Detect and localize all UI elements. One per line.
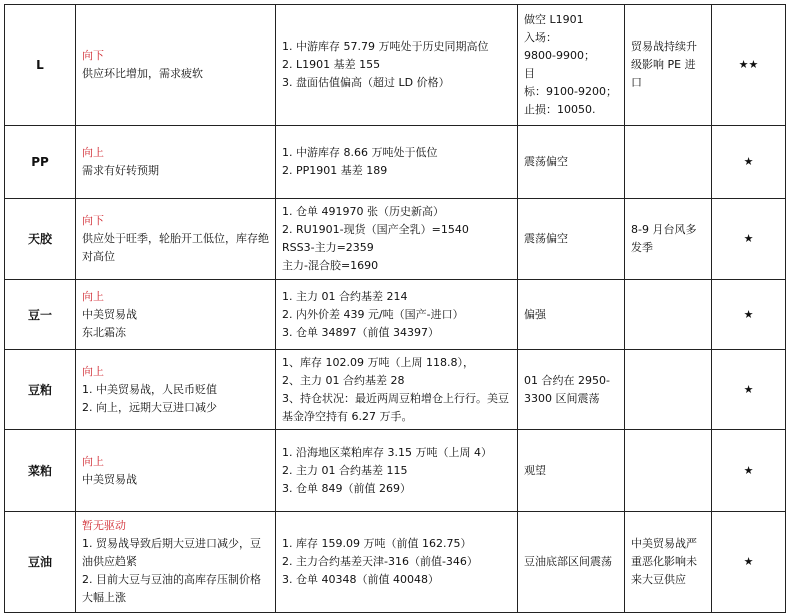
- details-cell: [276, 350, 518, 430]
- cell-line: 入场：: [524, 31, 557, 44]
- details-cell: [276, 199, 518, 280]
- cell-line: 供应处于旺季，轮胎开工低位，库存绝对高位: [82, 232, 269, 263]
- strategy-cell: [518, 5, 625, 126]
- cell-line: 止损：10050.: [524, 103, 596, 116]
- strategy-cell: [518, 350, 625, 430]
- direction-label: 向上: [82, 146, 104, 159]
- cell-line: 供应环比增加，需求疲软: [82, 67, 203, 80]
- strategy-cell: [518, 512, 625, 613]
- direction-cell: [76, 280, 276, 350]
- cell-line: 1. 中游库存 8.66 万吨处于低位: [282, 146, 438, 159]
- cell-line: 1. 仓单 491970 张（历史新高）: [282, 205, 444, 218]
- direction-label: 向上: [82, 364, 104, 378]
- cell-line: 东北霜冻: [82, 325, 126, 339]
- cell-line: 贸易战持续升级影响 PE 进口: [631, 40, 697, 89]
- table-row: [5, 350, 786, 430]
- details-cell: [276, 430, 518, 512]
- risk-cell: [625, 126, 712, 199]
- cell-line: 2. RU1901-现货（国产全乳）=1540: [282, 223, 469, 236]
- cell-line: 2、主力 01 合约基差 28: [282, 373, 405, 387]
- cell-line: 中美贸易战: [82, 472, 137, 486]
- cell-line: 2. PP1901 基差 189: [282, 164, 388, 177]
- table-row: [5, 5, 786, 126]
- risk-cell: [625, 199, 712, 280]
- direction-cell: [76, 430, 276, 512]
- direction-cell: [76, 512, 276, 613]
- commodity-name: 豆油: [5, 512, 76, 613]
- commodity-table: [4, 4, 786, 613]
- cell-line: 3. 仓单 34897（前值 34397）: [282, 325, 439, 339]
- cell-line: 3. 仓单 849（前值 269）: [282, 481, 411, 495]
- cell-line: 目: [524, 67, 535, 80]
- cell-line: 偏强: [524, 307, 546, 321]
- risk-cell: [625, 5, 712, 126]
- commodity-name: L: [5, 5, 76, 126]
- cell-line: 震荡偏空: [524, 155, 568, 168]
- rating-stars: ★: [712, 126, 786, 199]
- cell-line: 8-9 月台风多发季: [631, 223, 697, 254]
- cell-line: 3、持仓状况：最近两周豆粕增仓上行行。美豆基金净空持有 6.27 万手。: [282, 391, 509, 423]
- cell-line: 2. 主力合约基差天津-316（前值-346）: [282, 555, 478, 568]
- table-row: [5, 126, 786, 199]
- cell-line: 2. 内外价差 439 元/吨（国产-进口）: [282, 307, 464, 321]
- cell-line: 观望: [524, 463, 546, 477]
- strategy-cell: [518, 430, 625, 512]
- strategy-cell: [518, 199, 625, 280]
- rating-stars: ★: [712, 430, 786, 512]
- direction-label: 向下: [82, 214, 104, 227]
- table-body: [5, 5, 786, 613]
- cell-line: 震荡偏空: [524, 232, 568, 245]
- rating-stars: ★: [712, 350, 786, 430]
- cell-line: 1. 中游库存 57.79 万吨处于历史同期高位: [282, 40, 489, 53]
- risk-cell: [625, 430, 712, 512]
- cell-line: 1. 库存 159.09 万吨（前值 162.75）: [282, 537, 472, 550]
- risk-cell: [625, 280, 712, 350]
- direction-label: 向上: [82, 454, 104, 468]
- table-row: [5, 199, 786, 280]
- commodity-name: 豆一: [5, 280, 76, 350]
- cell-line: 主力-混合胶=1690: [282, 259, 379, 272]
- cell-line: 中美贸易战严重恶化影响未来大豆供应: [631, 537, 697, 586]
- risk-cell: [625, 350, 712, 430]
- details-cell: [276, 512, 518, 613]
- cell-line: 中美贸易战: [82, 307, 137, 321]
- cell-line: 1. 贸易战导致后期大豆进口减少，豆油供应趋紧: [82, 537, 261, 568]
- cell-line: RSS3-主力=2359: [282, 241, 374, 254]
- cell-line: 1. 沿海地区菜粕库存 3.15 万吨（上周 4）: [282, 445, 492, 459]
- commodity-name: 豆粕: [5, 350, 76, 430]
- cell-line: 01 合约在 2950-3300 区间震荡: [524, 373, 610, 405]
- cell-line: 1、库存 102.09 万吨（上周 118.8），: [282, 355, 474, 369]
- cell-line: 1. 中美贸易战，人民币贬值: [82, 382, 217, 396]
- details-cell: [276, 126, 518, 199]
- strategy-cell: [518, 126, 625, 199]
- cell-line: 2. 向上，远期大豆进口减少: [82, 400, 217, 414]
- direction-label: 向下: [82, 49, 104, 62]
- direction-cell: [76, 126, 276, 199]
- strategy-cell: [518, 280, 625, 350]
- table-row: [5, 280, 786, 350]
- rating-stars: ★: [712, 512, 786, 613]
- details-cell: [276, 5, 518, 126]
- risk-cell: [625, 512, 712, 613]
- cell-line: 2. 目前大豆与豆油的高库存压制价格大幅上涨: [82, 573, 261, 604]
- cell-line: 标：9100-9200；: [524, 85, 617, 98]
- cell-line: 3. 仓单 40348（前值 40048）: [282, 573, 439, 586]
- cell-line: 2. L1901 基差 155: [282, 58, 381, 71]
- rating-stars: ★: [712, 280, 786, 350]
- rating-stars: ★: [712, 199, 786, 280]
- direction-cell: [76, 350, 276, 430]
- commodity-name: 菜粕: [5, 430, 76, 512]
- details-cell: [276, 280, 518, 350]
- cell-line: 2. 主力 01 合约基差 115: [282, 463, 408, 477]
- commodity-name: 天胶: [5, 199, 76, 280]
- direction-cell: [76, 199, 276, 280]
- direction-label: 向上: [82, 289, 104, 303]
- cell-line: 9800-9900；: [524, 49, 595, 62]
- cell-line: 3. 盘面估值偏高（超过 LD 价格）: [282, 76, 450, 89]
- table-row: [5, 430, 786, 512]
- cell-line: 做空 L1901: [524, 13, 584, 26]
- direction-label: 暂无驱动: [82, 519, 126, 532]
- table-row: [5, 512, 786, 613]
- cell-line: 豆油底部区间震荡: [524, 555, 612, 568]
- cell-line: 需求有好转预期: [82, 164, 159, 177]
- rating-stars: ★★: [712, 5, 786, 126]
- commodity-name: PP: [5, 126, 76, 199]
- direction-cell: [76, 5, 276, 126]
- cell-line: 1. 主力 01 合约基差 214: [282, 289, 408, 303]
